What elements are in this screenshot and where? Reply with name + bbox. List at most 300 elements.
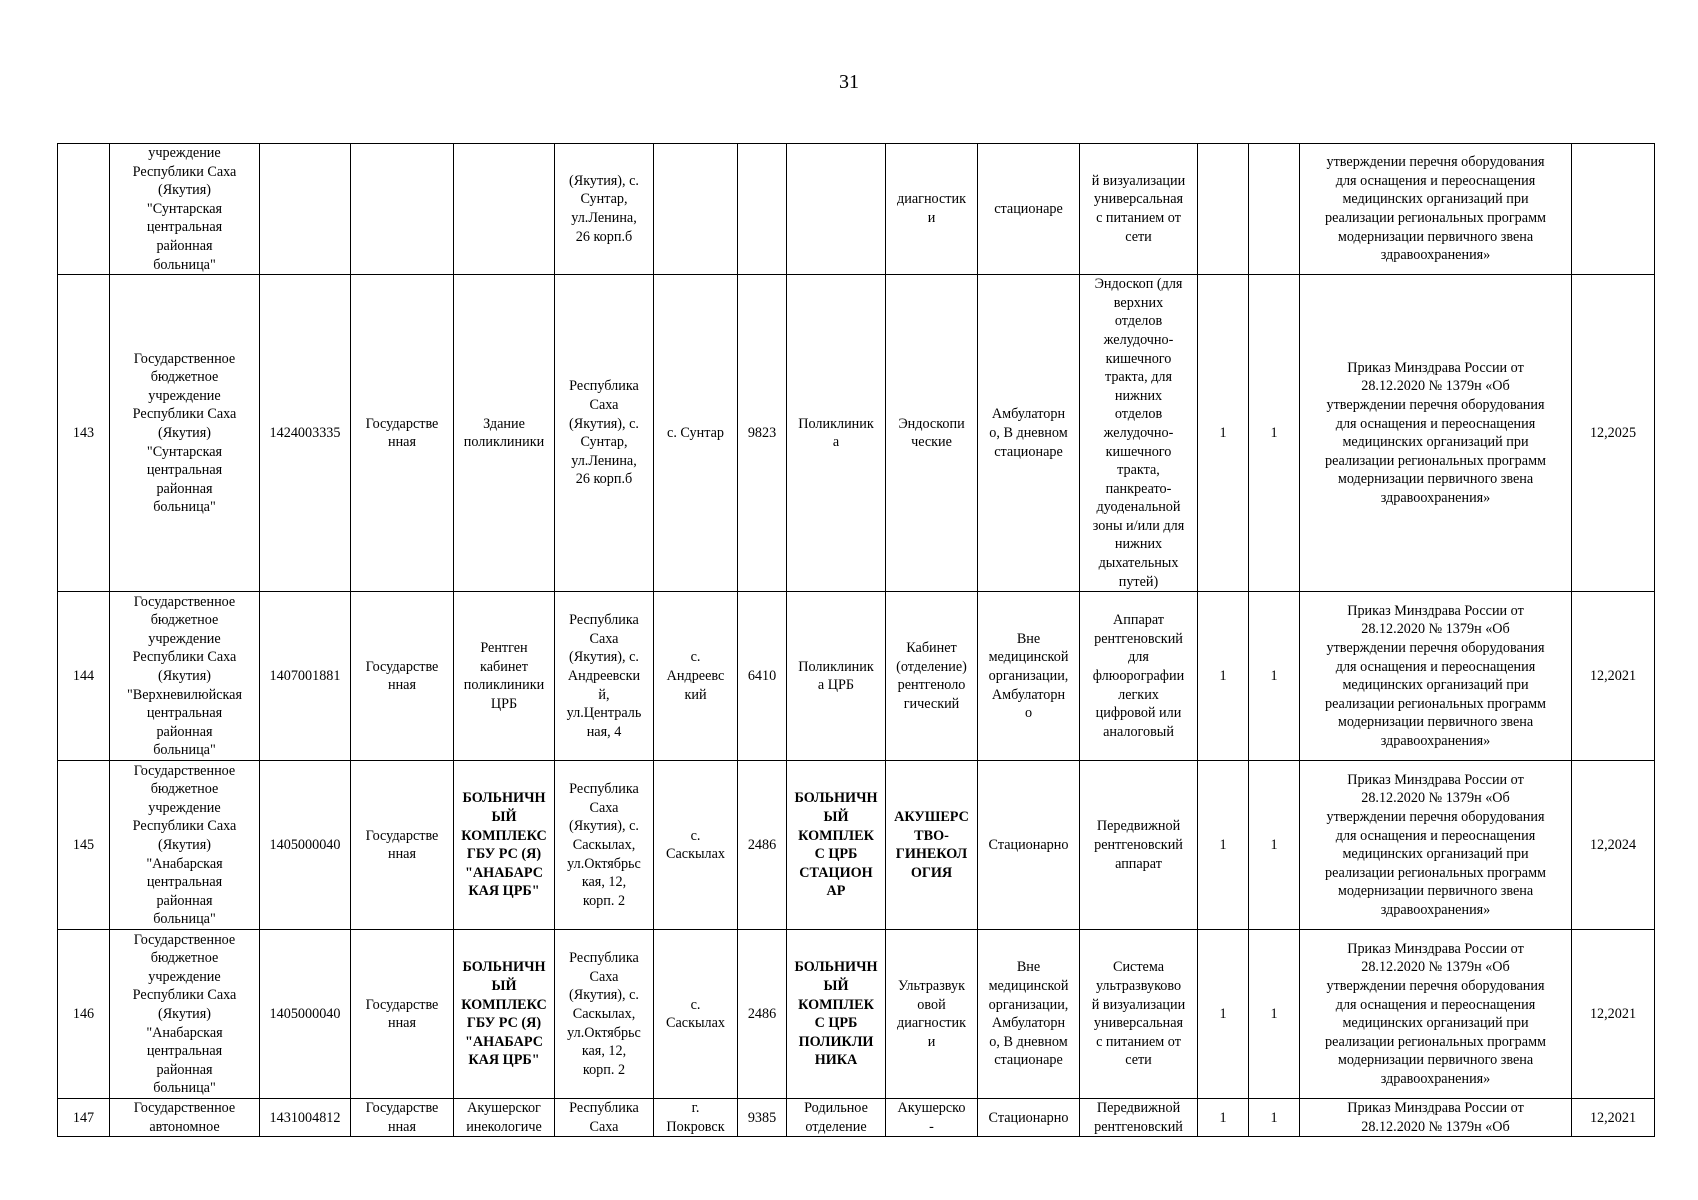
legal-basis-line: Приказ Минздрава России от — [1347, 359, 1524, 376]
address-cell-line: Саха — [589, 968, 619, 985]
row-number: 146 — [58, 930, 110, 1099]
address-cell — [555, 1099, 654, 1137]
address-cell — [555, 592, 654, 761]
table-row — [58, 592, 1655, 761]
unit-name-line: КОМПЛЕК — [798, 996, 874, 1013]
legal-basis-line: модернизации первичного звена — [1337, 1052, 1534, 1069]
department-name — [886, 1099, 978, 1137]
organization-name-line: "Анабарская — [146, 1024, 223, 1041]
equipment-name-line: флюорографии — [1092, 667, 1185, 684]
unit-name-line: а ЦРБ — [817, 677, 855, 694]
ownership-form — [351, 592, 454, 761]
organization-name-line: (Якутия) — [157, 182, 212, 199]
legal-basis-line: здравоохранения» — [1380, 1071, 1491, 1088]
department-name-line: рентгеноло — [897, 677, 966, 694]
ownership-form — [351, 144, 454, 275]
organization-name-line: бюджетное — [150, 781, 219, 798]
organization-name-line: Государственное — [133, 1100, 236, 1117]
delivery-date: 12,2024 — [1572, 761, 1655, 930]
legal-basis-line: реализации региональных программ — [1324, 1033, 1547, 1050]
locality-cell — [654, 930, 738, 1099]
building-name-line: инекологиче — [466, 1118, 542, 1135]
inn-cell — [260, 144, 351, 275]
organization-name-line: "Сунтарская — [146, 200, 223, 217]
address-cell-line: корп. 2 — [582, 892, 626, 909]
building-name-line: ГБУ РС (Я) — [466, 846, 542, 863]
organization-name-line: центральная — [146, 705, 223, 722]
legal-basis-line: 28.12.2020 № 1379н «Об — [1361, 378, 1510, 395]
equipment-name-line: Система — [1112, 959, 1165, 976]
table-row — [58, 144, 1655, 275]
delivery-date: 12,2021 — [1572, 930, 1655, 1099]
address-cell-line: 26 корп.б — [575, 471, 633, 488]
address-cell-line: Республика — [569, 950, 639, 967]
building-name — [454, 930, 555, 1099]
quantity-installed: 1 — [1249, 275, 1300, 592]
legal-basis-line: Приказ Минздрава России от — [1347, 602, 1524, 619]
table-row — [58, 275, 1655, 592]
quantity-planned — [1198, 144, 1249, 275]
building-name-line: КАЯ ЦРБ" — [468, 1052, 540, 1069]
address-cell-line: Андреевски — [567, 667, 641, 684]
organization-name — [110, 930, 260, 1099]
address-cell-line: ная, 4 — [586, 723, 622, 740]
address-cell-line: ул.Октябрьс — [567, 855, 641, 872]
address-cell-line: корп. 2 — [582, 1061, 626, 1078]
legal-basis-line: здравоохранения» — [1380, 733, 1491, 750]
ownership-form-line: Государстве — [365, 827, 439, 844]
legal-basis-line: для оснащения и переоснащения — [1335, 827, 1536, 844]
address-cell-line: 26 корп.б — [575, 228, 633, 245]
quantity-planned: 1 — [1198, 1099, 1249, 1137]
organization-name-line: "Анабарская — [146, 855, 223, 872]
equipment-name-line: тракта, для — [1104, 369, 1173, 386]
organization-name-line: учреждение — [148, 630, 221, 647]
equipment-name-line: сети — [1125, 1052, 1152, 1069]
building-name-line: ЫЙ — [491, 978, 517, 995]
building-name-line: КАЯ ЦРБ" — [468, 883, 540, 900]
delivery-date: 12,2021 — [1572, 592, 1655, 761]
organization-name — [110, 275, 260, 592]
organization-name-line: районная — [156, 480, 213, 497]
department-name — [886, 275, 978, 592]
address-cell-line: ул.Централь — [566, 705, 642, 722]
organization-name-line: центральная — [146, 462, 223, 479]
organization-name-line: больница" — [153, 499, 216, 516]
unit-name-line: ЫЙ — [823, 978, 849, 995]
ownership-form-line: Государстве — [365, 996, 439, 1013]
organization-name-line: (Якутия) — [157, 424, 212, 441]
legal-basis-line: утверждении перечня оборудования — [1326, 809, 1545, 826]
unit-name-line: ЫЙ — [823, 809, 849, 826]
locality-cell-line: кий — [684, 686, 707, 703]
inn-cell: 1431004812 — [260, 1099, 351, 1137]
equipment-name-line: аналоговый — [1103, 723, 1174, 740]
quantity-installed: 1 — [1249, 1099, 1300, 1137]
organization-name-line: (Якутия) — [157, 836, 212, 853]
department-name-line: ТВО- — [914, 827, 949, 844]
locality-cell — [654, 1099, 738, 1137]
address-cell-line: (Якутия), с. — [569, 987, 639, 1004]
unit-name — [787, 1099, 886, 1137]
care-conditions-line: о, В дневном — [989, 1033, 1068, 1050]
quantity-planned: 1 — [1198, 592, 1249, 761]
equipment-name-line: сети — [1125, 228, 1152, 245]
legal-basis-line: Приказ Минздрава России от — [1347, 940, 1524, 957]
organization-name-line: бюджетное — [150, 612, 219, 629]
address-cell-line: Саскылах, — [572, 1005, 636, 1022]
address-cell-line: Саха — [589, 397, 619, 414]
equipment-name-line: аппарат — [1115, 855, 1162, 872]
organization-name-line: больница" — [153, 256, 216, 273]
locality-cell-line: Андреевс — [666, 667, 725, 684]
legal-basis-line: утверждении перечня оборудования — [1326, 397, 1545, 414]
equipment-name-line: кишечного — [1105, 443, 1172, 460]
unit-name-line: БОЛЬНИЧН — [794, 959, 878, 976]
organization-name-line: "Верхневилюйская — [127, 686, 242, 703]
care-conditions-line: Амбулаторн — [991, 1015, 1066, 1032]
ownership-form-line: нная — [387, 1118, 416, 1135]
department-name-line: (отделение) — [896, 658, 967, 675]
care-conditions-line: организации, — [988, 996, 1069, 1013]
equipment-name — [1080, 1099, 1198, 1137]
legal-basis-line: 28.12.2020 № 1379н «Об — [1361, 1118, 1510, 1135]
locality-cell-line: с. — [690, 827, 701, 844]
locality-code: 9385 — [738, 1099, 787, 1137]
legal-basis-line: утверждении перечня оборудования — [1326, 978, 1545, 995]
care-conditions-line: Амбулаторн — [991, 406, 1066, 423]
building-name-line: ГБУ РС (Я) — [466, 1015, 542, 1032]
page-number: 31 — [839, 71, 859, 93]
care-conditions — [978, 592, 1080, 761]
ownership-form-line: Государстве — [365, 658, 439, 675]
equipment-registry-table — [57, 143, 1655, 1137]
building-name-line: ЫЙ — [491, 809, 517, 826]
organization-name-line: районная — [156, 237, 213, 254]
locality-cell — [654, 144, 738, 275]
organization-name-line: бюджетное — [150, 369, 219, 386]
legal-basis-line: здравоохранения» — [1380, 247, 1491, 264]
equipment-name-line: путей) — [1118, 573, 1159, 590]
legal-basis — [1300, 144, 1572, 275]
address-cell-line: й, — [598, 686, 610, 703]
legal-basis-line: реализации региональных программ — [1324, 695, 1547, 712]
care-conditions-line: Стационарно — [988, 836, 1069, 853]
equipment-name — [1080, 930, 1198, 1099]
organization-name-line: учреждение — [148, 145, 221, 161]
quantity-installed — [1249, 144, 1300, 275]
organization-name-line: центральная — [146, 874, 223, 891]
building-name-line: поликлиники — [463, 677, 545, 694]
locality-cell-line: г. — [691, 1100, 700, 1117]
legal-basis-line: реализации региональных программ — [1324, 864, 1547, 881]
legal-basis-line: 28.12.2020 № 1379н «Об — [1361, 621, 1510, 638]
legal-basis-line: медицинских организаций при — [1342, 1015, 1529, 1032]
address-cell-line: Республика — [569, 378, 639, 395]
table-row — [58, 930, 1655, 1099]
unit-name — [787, 275, 886, 592]
locality-cell-line: с. Сунтар — [667, 424, 724, 441]
legal-basis-line: Приказ Минздрава России от — [1347, 1100, 1524, 1117]
equipment-name-line: с питанием от — [1096, 210, 1181, 227]
legal-basis-line: модернизации первичного звена — [1337, 228, 1534, 245]
equipment-name-line: отделов — [1114, 406, 1163, 423]
unit-name — [787, 761, 886, 930]
building-name-line: БОЛЬНИЧН — [462, 790, 546, 807]
locality-cell-line: с. — [690, 996, 701, 1013]
delivery-date: 12,2025 — [1572, 275, 1655, 592]
locality-cell-line: Саскылах — [666, 1015, 725, 1032]
department-name-line: - — [929, 1118, 934, 1135]
legal-basis-line: здравоохранения» — [1380, 902, 1491, 919]
row-number: 143 — [58, 275, 110, 592]
quantity-planned: 1 — [1198, 275, 1249, 592]
equipment-name — [1080, 592, 1198, 761]
equipment-name-line: нижних — [1114, 387, 1163, 404]
organization-name-line: "Сунтарская — [146, 443, 223, 460]
legal-basis-line: модернизации первичного звена — [1337, 471, 1534, 488]
equipment-name-line: для — [1128, 649, 1149, 666]
quantity-installed: 1 — [1249, 930, 1300, 1099]
legal-basis-line: утверждении перечня оборудования — [1326, 154, 1545, 171]
address-cell-line: кая, 12, — [581, 874, 627, 891]
locality-code: 2486 — [738, 930, 787, 1099]
ownership-form-line: нная — [387, 434, 416, 451]
locality-code — [738, 144, 787, 275]
address-cell — [555, 275, 654, 592]
organization-name-line: районная — [156, 892, 213, 909]
address-cell-line: (Якутия), с. — [569, 172, 639, 189]
building-name-line: Акушерског — [467, 1100, 541, 1117]
ownership-form-line: нная — [387, 846, 416, 863]
locality-cell — [654, 275, 738, 592]
ownership-form — [351, 761, 454, 930]
care-conditions-line: организации, — [988, 667, 1069, 684]
address-cell-line: Республика — [569, 1100, 639, 1117]
legal-basis-line: для оснащения и переоснащения — [1335, 996, 1536, 1013]
address-cell-line: ул.Ленина, — [571, 210, 637, 227]
row-number — [58, 144, 110, 275]
organization-name — [110, 761, 260, 930]
care-conditions-line: о — [1024, 705, 1033, 722]
care-conditions-line: стационаре — [994, 200, 1063, 217]
address-cell-line: кая, 12, — [581, 1043, 627, 1060]
unit-name-line: АР — [826, 883, 846, 900]
building-name-line: Рентген — [480, 640, 528, 657]
equipment-name-line: дыхательных — [1098, 555, 1179, 572]
equipment-name — [1080, 144, 1198, 275]
department-name — [886, 144, 978, 275]
legal-basis-line: медицинских организаций при — [1342, 846, 1529, 863]
equipment-name-line: й визуализации — [1091, 996, 1186, 1013]
building-name-line: кабинет — [480, 658, 528, 675]
care-conditions-line: медицинской — [988, 649, 1069, 666]
unit-name-line: НИКА — [814, 1052, 858, 1069]
equipment-name-line: рентгеновский — [1094, 630, 1183, 647]
building-name-line: ЦРБ — [490, 695, 518, 712]
locality-code: 6410 — [738, 592, 787, 761]
organization-name-line: Государственное — [133, 593, 236, 610]
address-cell-line: Саха — [589, 630, 619, 647]
delivery-date: 12,2021 — [1572, 1099, 1655, 1137]
building-name-line: "АНАБАРС — [465, 864, 543, 881]
address-cell-line: Саскылах, — [572, 836, 636, 853]
unit-name-line: С ЦРБ — [814, 1015, 858, 1032]
inn-cell: 1424003335 — [260, 275, 351, 592]
department-name-line: ОГИЯ — [910, 864, 953, 881]
registry-body — [58, 144, 1655, 1137]
equipment-name-line: универсальная — [1093, 1015, 1184, 1032]
building-name-line: БОЛЬНИЧН — [462, 959, 546, 976]
ownership-form — [351, 275, 454, 592]
address-cell-line: ул.Ленина, — [571, 452, 637, 469]
organization-name-line: бюджетное — [150, 950, 219, 967]
equipment-name-line: Эндоскоп (для — [1094, 276, 1183, 293]
equipment-name-line: нижних — [1114, 536, 1163, 553]
building-name-line: Здание — [483, 415, 525, 432]
locality-cell — [654, 761, 738, 930]
care-conditions-line: стационаре — [994, 1052, 1063, 1069]
department-name-line: и — [927, 210, 936, 227]
organization-name-line: центральная — [146, 219, 223, 236]
care-conditions-line: о, В дневном — [989, 424, 1068, 441]
department-name-line: ческие — [911, 434, 952, 451]
address-cell-line: (Якутия), с. — [569, 415, 639, 432]
care-conditions-line: Вне — [1016, 630, 1041, 647]
organization-name-line: (Якутия) — [157, 667, 212, 684]
care-conditions-line: стационаре — [994, 443, 1063, 460]
quantity-installed: 1 — [1249, 592, 1300, 761]
equipment-name-line: универсальная — [1093, 191, 1184, 208]
organization-name-line: больница" — [153, 1080, 216, 1097]
department-name — [886, 761, 978, 930]
legal-basis-line: медицинских организаций при — [1342, 434, 1529, 451]
organization-name-line: Республики Саха — [132, 406, 237, 423]
locality-cell-line: с. — [690, 649, 701, 666]
equipment-name — [1080, 275, 1198, 592]
organization-name — [110, 144, 260, 275]
unit-name-line: отделение — [805, 1118, 867, 1135]
organization-name-line: Государственное — [133, 350, 236, 367]
care-conditions — [978, 275, 1080, 592]
department-name-line: гический — [903, 695, 960, 712]
equipment-name-line: верхних — [1113, 294, 1164, 311]
unit-name — [787, 144, 886, 275]
unit-name-line: Поликлиник — [798, 415, 874, 432]
address-cell-line: Сунтар, — [580, 434, 628, 451]
department-name-line: АКУШЕРС — [894, 809, 969, 826]
legal-basis-line: медицинских организаций при — [1342, 191, 1529, 208]
quantity-installed: 1 — [1249, 761, 1300, 930]
legal-basis-line: для оснащения и переоснащения — [1335, 658, 1536, 675]
address-cell-line: Республика — [569, 781, 639, 798]
ownership-form — [351, 930, 454, 1099]
legal-basis-line: модернизации первичного звена — [1337, 714, 1534, 731]
organization-name-line: автономное — [149, 1118, 220, 1135]
department-name-line: Эндоскопи — [898, 415, 965, 432]
unit-name-line: Поликлиник — [798, 658, 874, 675]
equipment-name-line: тракта, — [1117, 462, 1160, 479]
address-cell — [555, 144, 654, 275]
legal-basis-line: здравоохранения» — [1380, 489, 1491, 506]
care-conditions-line: медицинской — [988, 978, 1069, 995]
address-cell — [555, 930, 654, 1099]
address-cell-line: Республика — [569, 612, 639, 629]
organization-name-line: центральная — [146, 1043, 223, 1060]
equipment-name-line: рентгеновский — [1094, 836, 1183, 853]
locality-code: 2486 — [738, 761, 787, 930]
unit-name-line: а — [832, 434, 840, 451]
unit-name-line: Родильное — [804, 1100, 868, 1117]
inn-cell: 1407001881 — [260, 592, 351, 761]
equipment-name-line: ультразвуково — [1095, 978, 1182, 995]
address-cell-line: Сунтар, — [580, 191, 628, 208]
organization-name-line: Республики Саха — [132, 987, 237, 1004]
organization-name-line: Государственное — [133, 762, 236, 779]
building-name — [454, 761, 555, 930]
legal-basis-line: для оснащения и переоснащения — [1335, 172, 1536, 189]
legal-basis — [1300, 761, 1572, 930]
legal-basis-line: 28.12.2020 № 1379н «Об — [1361, 959, 1510, 976]
organization-name-line: Республики Саха — [132, 163, 237, 180]
row-number: 144 — [58, 592, 110, 761]
department-name — [886, 592, 978, 761]
organization-name-line: больница" — [153, 742, 216, 759]
equipment-name-line: панкреато- — [1105, 480, 1172, 497]
organization-name-line: учреждение — [148, 799, 221, 816]
legal-basis-line: Приказ Минздрава России от — [1347, 771, 1524, 788]
building-name — [454, 275, 555, 592]
equipment-name-line: Передвижной — [1096, 1100, 1181, 1117]
organization-name — [110, 1099, 260, 1137]
equipment-name-line: кишечного — [1105, 350, 1172, 367]
organization-name-line: Государственное — [133, 931, 236, 948]
department-name-line: диагностик — [897, 1015, 966, 1032]
legal-basis-line: для оснащения и переоснащения — [1335, 415, 1536, 432]
inn-cell: 1405000040 — [260, 761, 351, 930]
care-conditions — [978, 930, 1080, 1099]
equipment-name — [1080, 761, 1198, 930]
unit-name-line: КОМПЛЕК — [798, 827, 874, 844]
organization-name-line: учреждение — [148, 968, 221, 985]
table-row — [58, 1099, 1655, 1137]
legal-basis-line: медицинских организаций при — [1342, 677, 1529, 694]
care-conditions-line: Стационарно — [988, 1109, 1069, 1126]
inn-cell: 1405000040 — [260, 930, 351, 1099]
building-name — [454, 144, 555, 275]
building-name — [454, 1099, 555, 1137]
unit-name — [787, 592, 886, 761]
address-cell-line: ул.Октябрьс — [567, 1024, 641, 1041]
department-name-line: ГИНЕКОЛ — [895, 846, 968, 863]
quantity-planned: 1 — [1198, 930, 1249, 1099]
address-cell-line: Саха — [589, 799, 619, 816]
legal-basis-line: 28.12.2020 № 1379н «Об — [1361, 790, 1510, 807]
legal-basis-line: модернизации первичного звена — [1337, 883, 1534, 900]
locality-cell-line: Саскылах — [666, 846, 725, 863]
legal-basis — [1300, 275, 1572, 592]
address-cell — [555, 761, 654, 930]
ownership-form-line: нная — [387, 1015, 416, 1032]
locality-cell — [654, 592, 738, 761]
equipment-name-line: Аппарат — [1113, 612, 1164, 629]
equipment-name-line: дуоденальной — [1096, 499, 1181, 516]
care-conditions-line: Вне — [1016, 959, 1041, 976]
equipment-name-line: легких — [1118, 686, 1159, 703]
address-cell-line: (Якутия), с. — [569, 649, 639, 666]
legal-basis — [1300, 1099, 1572, 1137]
legal-basis-line: реализации региональных программ — [1324, 452, 1547, 469]
